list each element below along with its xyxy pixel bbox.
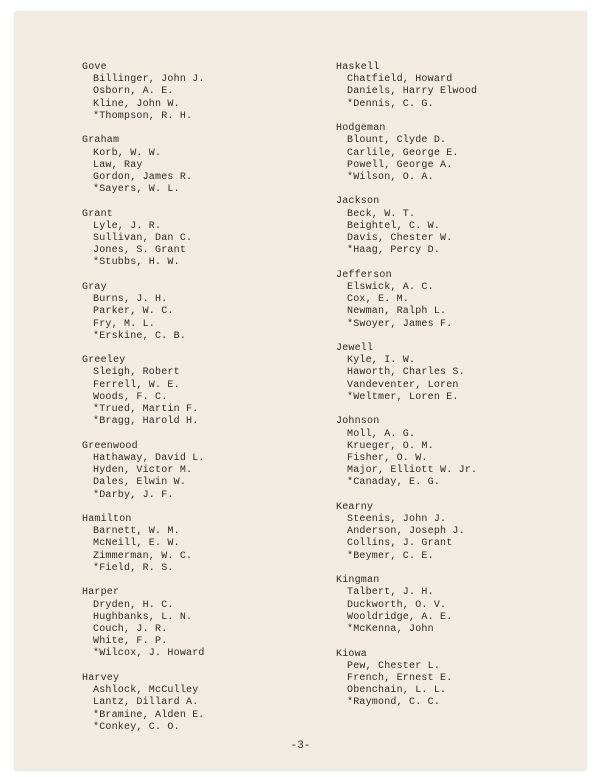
county-heading: Gray	[82, 281, 107, 293]
member-name: Krueger, O. M.	[347, 440, 434, 452]
county-heading: Hodgeman	[336, 123, 386, 135]
county-group	[82, 441, 205, 502]
county-group	[82, 62, 205, 123]
member-name: Kline, John W.	[93, 98, 180, 110]
member-name: Major, Elliott W. Jr.	[347, 465, 478, 477]
county-group	[82, 355, 205, 428]
member-name: Jones, S. Grant	[93, 245, 187, 257]
member-name: *Swoyer, James F.	[347, 318, 453, 330]
member-name: *Conkey, C. O.	[93, 721, 180, 733]
county-group	[336, 196, 477, 257]
member-name: Pew, Chester L.	[347, 660, 441, 672]
member-name: Carlile, George E.	[347, 147, 459, 159]
member-name: *Stubbs, H. W.	[93, 257, 180, 269]
member-name: Hyden, Victor M.	[93, 465, 193, 477]
left-column	[82, 62, 205, 746]
member-name: Law, Ray	[93, 159, 143, 171]
member-name: Duckworth, O. V.	[347, 599, 447, 611]
county-group	[336, 123, 477, 184]
member-name: *Erskine, C. B.	[93, 330, 187, 342]
member-name: Lyle, J. R.	[93, 220, 162, 232]
county-heading: Greeley	[82, 355, 126, 367]
member-name: Burns, J. H.	[93, 294, 168, 306]
county-heading: Greenwood	[82, 440, 138, 452]
county-heading: Gove	[82, 62, 107, 73]
county-group	[336, 502, 477, 563]
member-name: Cox, E. M.	[347, 294, 410, 306]
county-heading: Kingman	[336, 575, 380, 587]
member-name: Sleigh, Robert	[93, 367, 180, 379]
county-heading: Harper	[82, 587, 120, 599]
county-heading: Jewell	[336, 343, 374, 355]
member-name: Steenis, John J.	[347, 514, 447, 526]
member-name: *Wilcox, J. Howard	[93, 648, 205, 660]
member-name: Chatfield, Howard	[347, 74, 453, 86]
member-name: Barnett, W. M.	[93, 526, 180, 538]
county-group	[82, 135, 205, 196]
page-number: -3-	[290, 740, 311, 752]
county-heading: Johnson	[336, 416, 380, 428]
county-group	[82, 282, 205, 343]
member-name: Moll, A. G.	[347, 428, 416, 440]
member-name: Ashlock, McCulley	[93, 685, 199, 697]
county-heading: Jefferson	[336, 269, 392, 281]
member-name: *Darby, J. F.	[93, 489, 174, 501]
member-name: Fry, M. L.	[93, 318, 156, 330]
member-name: Beightel, C. W.	[347, 220, 441, 232]
county-heading: Harvey	[82, 672, 120, 684]
member-name: Billinger, John J.	[93, 74, 205, 86]
member-name: Dryden, H. C.	[93, 599, 174, 611]
member-name: Ferrell, W. E.	[93, 379, 180, 391]
member-name: Sullivan, Dan C.	[93, 233, 193, 245]
document-page	[15, 12, 586, 770]
member-name: *Haag, Percy D.	[347, 245, 441, 257]
member-name: Zimmerman, W. C.	[93, 550, 193, 562]
member-name: McNeill, E. W.	[93, 538, 180, 550]
member-name: Gordon, James R.	[93, 171, 193, 183]
member-name: Blount, Clyde D.	[347, 135, 447, 147]
county-heading: Grant	[82, 208, 114, 220]
member-name: Woods, F. C.	[93, 391, 168, 403]
member-name: White, F. P.	[93, 636, 168, 648]
member-name: Hathaway, David L.	[93, 452, 205, 464]
member-name: Parker, W. C.	[93, 306, 174, 318]
county-heading: Haskell	[336, 62, 380, 73]
county-heading: Kiowa	[336, 648, 368, 660]
member-name: Fisher, O. W.	[347, 452, 428, 464]
member-name: *McKenna, John	[347, 624, 434, 635]
county-heading: Hamilton	[82, 514, 132, 526]
member-name: Lantz, Dillard A.	[93, 697, 199, 709]
member-name: *Bramine, Alden E.	[93, 709, 205, 721]
member-name: *Weltmer, Loren E.	[347, 391, 459, 403]
member-name: Kyle, I. W.	[347, 355, 416, 367]
county-group	[336, 343, 477, 404]
member-name: Obenchain, L. L.	[347, 685, 447, 697]
member-name: Osborn, A. E.	[93, 86, 174, 98]
member-name: *Wilson, O. A.	[347, 171, 434, 183]
county-group	[82, 209, 205, 270]
member-name: *Sayers, W. L.	[93, 184, 180, 196]
member-name: Wooldridge, A. E.	[347, 611, 453, 623]
member-name: *Raymond, C. C.	[347, 697, 441, 709]
member-name: Dales, Elwin W.	[93, 477, 187, 489]
county-group	[82, 514, 205, 575]
member-name: *Beymer, C. E.	[347, 550, 434, 562]
member-name: Talbert, J. H.	[347, 587, 434, 599]
county-heading: Jackson	[336, 196, 380, 208]
member-name: Newman, Ralph L.	[347, 306, 447, 318]
member-name: Couch, J. R.	[93, 624, 168, 635]
member-name: Hughbanks, L. N.	[93, 611, 193, 623]
member-name: Korb, W. W.	[93, 147, 162, 159]
member-name: Haworth, Charles S.	[347, 367, 465, 379]
right-column	[336, 62, 477, 722]
member-name: *Dennis, C. G.	[347, 98, 434, 110]
member-name: *Canaday, E. G.	[347, 477, 441, 489]
county-group	[336, 649, 477, 710]
county-group	[336, 416, 477, 489]
county-group	[336, 270, 477, 331]
member-name: Davis, Chester W.	[347, 233, 453, 245]
county-heading: Kearny	[336, 501, 374, 513]
member-name: Collins, J. Grant	[347, 538, 453, 550]
county-group	[336, 62, 477, 111]
member-name: Anderson, Joseph J.	[347, 526, 465, 538]
county-group	[82, 673, 205, 734]
member-name: Elswick, A. C.	[347, 281, 434, 293]
county-group	[336, 575, 477, 636]
member-name: *Field, R. S.	[93, 562, 174, 574]
county-heading: Graham	[82, 135, 120, 147]
member-name: Vandeventer, Loren	[347, 379, 459, 391]
member-name: *Bragg, Harold H.	[93, 416, 199, 428]
member-name: Daniels, Harry Elwood	[347, 86, 478, 98]
member-name: *Trued, Martin F.	[93, 404, 199, 416]
member-name: Powell, George A.	[347, 159, 453, 171]
member-name: Beck, W. T.	[347, 208, 416, 220]
county-group	[82, 587, 205, 660]
member-name: French, Ernest E.	[347, 672, 453, 684]
member-name: *Thompson, R. H.	[93, 110, 193, 122]
